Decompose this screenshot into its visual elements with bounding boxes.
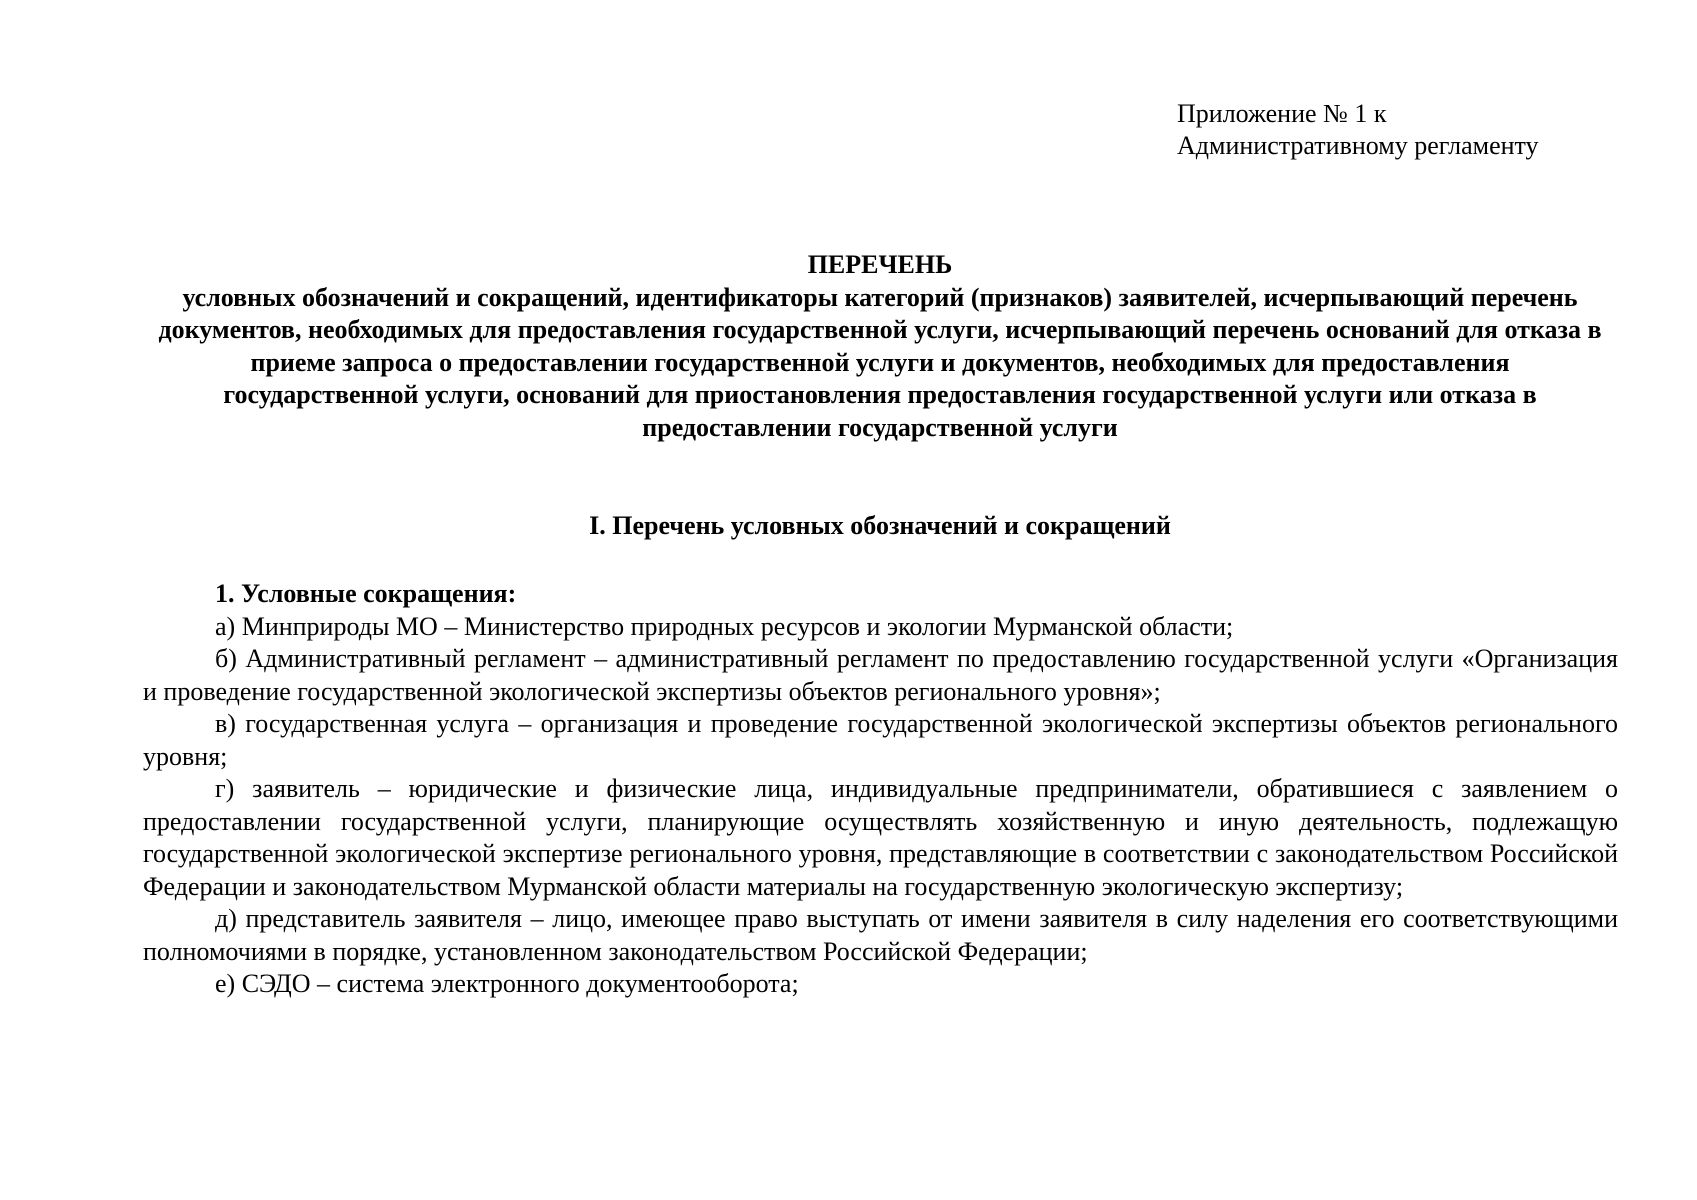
appendix-note (1177, 98, 1539, 162)
list-item-g: г) заявитель – юридические и физические лица, индивидуальные предприниматели, обратившиеся с заявлением о предоставлении государственной услуги, планирующие осуществлять хозяйственную и иную деятельность, подлежащую государственной экологической экспертизе регионального уровня, представляющие в соответствии с законодательством Российской Федерации и законодательством Мурманской области материалы на государственную экологическую экспертизу; (143, 774, 1618, 901)
list-item-v: в) государственная услуга – организация и проведение государственной экологической экспертизы объектов регионального уровня; (143, 709, 1618, 771)
appendix-line-2: Административному регламенту (1177, 131, 1539, 160)
document-body (143, 578, 1618, 1001)
appendix-line-1: Приложение № 1 к (1177, 99, 1387, 128)
list-item-a: а) Минприроды МО – Министерство природных ресурсов и экологии Мурманской области; (215, 611, 1234, 641)
subsection-heading: 1. Условные сокращения: (215, 579, 517, 608)
section-heading: I. Перечень условных обозначений и сокращений (589, 511, 1171, 540)
list-item-d: д) представитель заявителя – лицо, имеющее право выступать от имени заявителя в силу наделения его соответствующими полномочиями в порядке, установленном законодательством Российской Федерации; (143, 904, 1618, 966)
document-title (150, 249, 1610, 444)
list-item-e: е) СЭДО – система электронного документооборота; (215, 969, 799, 998)
title-subtitle: условных обозначений и сокращений, идентификаторы категорий (признаков) заявителей, исчерпывающий перечень документов, необходимых для предоставления государственной услуги, исчерпывающий перечень оснований для отказа в приеме запроса о предоставлении государственной услуги и документов, необходимых для предоставления государственной услуги, оснований для приостановления предоставления государственной услуги или отказа в предоставлении государственной услуги (158, 282, 1602, 442)
title-main: ПЕРЕЧЕНЬ (807, 250, 953, 279)
list-item-b: б) Административный регламент – административный регламент по предоставлению государственной услуги «Организация и проведение государственной экологической экспертизы объектов регионального уровня»; (143, 644, 1618, 706)
